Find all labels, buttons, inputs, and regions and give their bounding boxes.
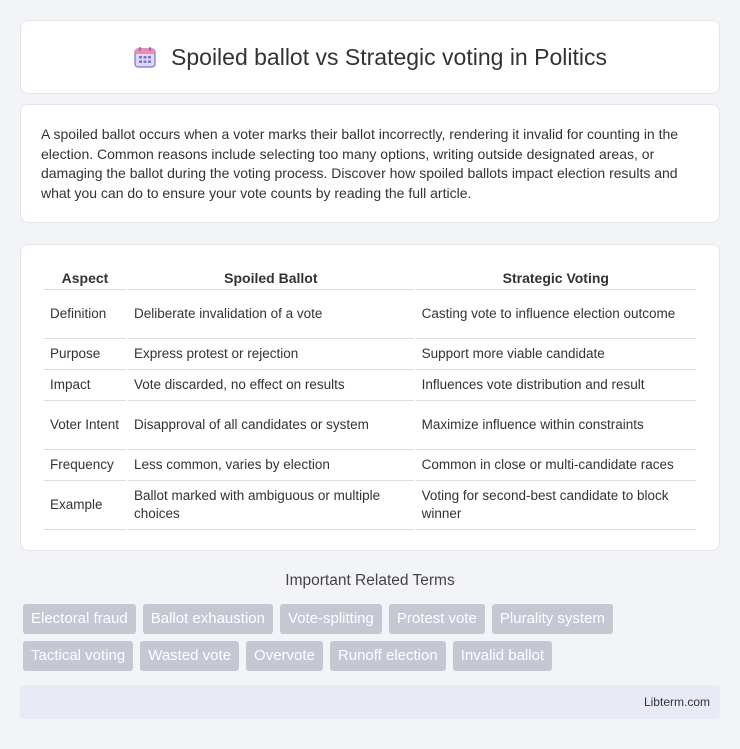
- footer-site-link[interactable]: Libterm.com: [643, 695, 710, 709]
- cell-spoiled: Ballot marked with ambiguous or multiple choices: [128, 481, 414, 530]
- tag-overvote[interactable]: Overvote: [246, 641, 323, 671]
- cell-strategic: Influences vote distribution and result: [416, 370, 696, 401]
- cell-strategic: Maximize influence within constraints: [416, 401, 696, 450]
- related-tags-row-1: [23, 604, 723, 634]
- cell-strategic: Common in close or multi-candidate races: [416, 450, 696, 481]
- cell-spoiled: Deliberate invalidation of a vote: [128, 290, 414, 339]
- cell-aspect: Impact: [44, 370, 126, 401]
- cell-spoiled: Vote discarded, no effect on results: [128, 370, 414, 401]
- table-row: [44, 481, 696, 530]
- header-strategic-voting: Strategic Voting: [416, 265, 696, 290]
- cell-spoiled: Disapproval of all candidates or system: [128, 401, 414, 450]
- cell-strategic: Casting vote to influence election outcome: [416, 290, 696, 339]
- table-row: [44, 450, 696, 481]
- footer: [20, 685, 720, 719]
- tag-vote-splitting[interactable]: Vote-splitting: [280, 604, 382, 634]
- tag-runoff-election[interactable]: Runoff election: [330, 641, 446, 671]
- table-row: [44, 370, 696, 401]
- cell-strategic: Support more viable candidate: [416, 339, 696, 370]
- related-terms-heading: Important Related Terms: [285, 572, 455, 589]
- tag-tactical-voting[interactable]: Tactical voting: [23, 641, 133, 671]
- tag-wasted-vote[interactable]: Wasted vote: [140, 641, 239, 671]
- table-row: [44, 401, 696, 450]
- table-row: [44, 290, 696, 339]
- header-spoiled-ballot: Spoiled Ballot: [128, 265, 414, 290]
- calendar-icon: [133, 45, 157, 69]
- table-header-row: [44, 265, 696, 290]
- tag-protest-vote[interactable]: Protest vote: [389, 604, 485, 634]
- cell-spoiled: Express protest or rejection: [128, 339, 414, 370]
- cell-aspect: Example: [44, 481, 126, 530]
- cell-spoiled: Less common, varies by election: [128, 450, 414, 481]
- tag-ballot-exhaustion[interactable]: Ballot exhaustion: [143, 604, 273, 634]
- cell-aspect: Frequency: [44, 450, 126, 481]
- related-tags-row-2: [23, 641, 723, 671]
- cell-aspect: Voter Intent: [44, 401, 126, 450]
- tag-electoral-fraud[interactable]: Electoral fraud: [23, 604, 136, 634]
- tag-invalid-ballot[interactable]: Invalid ballot: [453, 641, 552, 671]
- header-aspect: Aspect: [44, 265, 126, 290]
- cell-aspect: Definition: [44, 290, 126, 339]
- cell-strategic: Voting for second-best candidate to block winner: [416, 481, 696, 530]
- page-title: Spoiled ballot vs Strategic voting in Politics: [171, 43, 607, 70]
- comparison-card: [20, 244, 720, 551]
- title-card: [20, 20, 720, 94]
- intro-card: [20, 104, 720, 223]
- intro-text: A spoiled ballot occurs when a voter marks their ballot incorrectly, rendering it invalid for counting in the election. Common reasons include selecting too many options, writing outside designated areas, or damaging the ballot during the voting process. Discover how spoiled ballots impact election results and what you can do to ensure your vote counts by reading the full article.: [41, 126, 679, 201]
- comparison-table: [42, 265, 698, 530]
- table-row: [44, 339, 696, 370]
- tag-plurality-system[interactable]: Plurality system: [492, 604, 613, 634]
- cell-aspect: Purpose: [44, 339, 126, 370]
